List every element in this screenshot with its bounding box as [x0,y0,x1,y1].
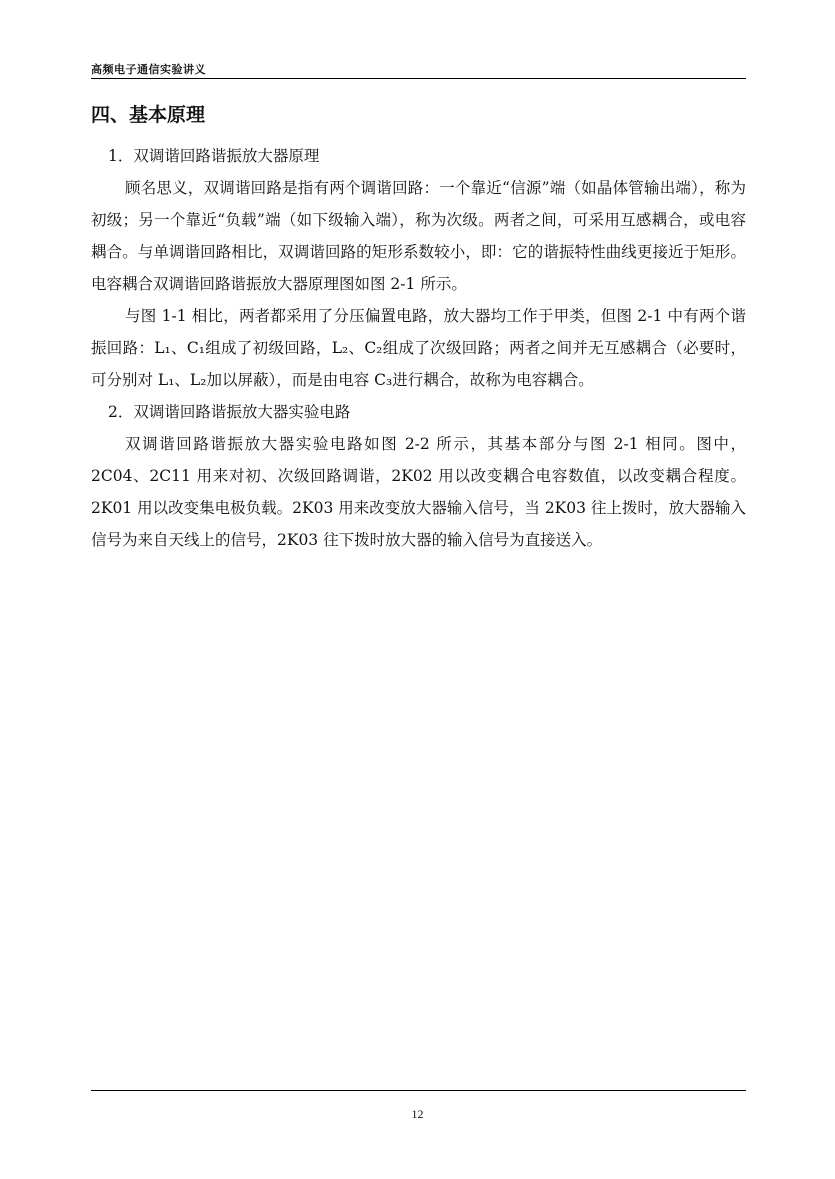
subsection-heading-2: 2．双调谐回路谐振放大器实验电路 [108,403,351,421]
body-text [91,140,746,556]
paragraph-3: 双调谐回路谐振放大器实验电路如图 2-2 所示，其基本部分与图 2-1 相同。图中，2C04、2C11 用来对初、次级回路调谐，2K02 用以改变耦合电容数值，以改变耦合程度。2K01 用以改变集电极负载。2K03 用来改变放大器输入信号，当 2K03 往上拨时，放大器输入信号为来自天线上的信号，2K03 往下拨时放大器的输入信号为直接送入。 [91,435,746,549]
header-rule [91,78,746,79]
page-number: 12 [411,1107,424,1121]
paragraph-1: 顾名思义，双调谐回路是指有两个调谐回路：一个靠近“信源”端（如晶体管输出端），称为初级；另一个靠近“负载”端（如下级输入端），称为次级。两者之间，可采用互感耦合，或电容耦合。与单调谐回路相比，双调谐回路的矩形系数较小，即：它的谐振特性曲线更接近于矩形。电容耦合双调谐回路谐振放大器原理图如图 2-1 所示。 [91,179,746,293]
running-header: 高频电子通信实验讲义 [91,63,206,76]
section-heading: 四、基本原理 [91,104,206,126]
paragraph-2: 与图 1-1 相比，两者都采用了分压偏置电路，放大器均工作于甲类，但图 2-1 中有两个谐振回路：L₁、C₁组成了初级回路，L₂、C₂组成了次级回路；两者之间并无互感耦合（必要时，可分别对 L₁、L₂加以屏蔽），而是由电容 C₃进行耦合，故称为电容耦合。 [91,307,746,389]
footer-rule [91,1090,746,1091]
subsection-heading-1: 1．双调谐回路谐振放大器原理 [108,147,320,165]
